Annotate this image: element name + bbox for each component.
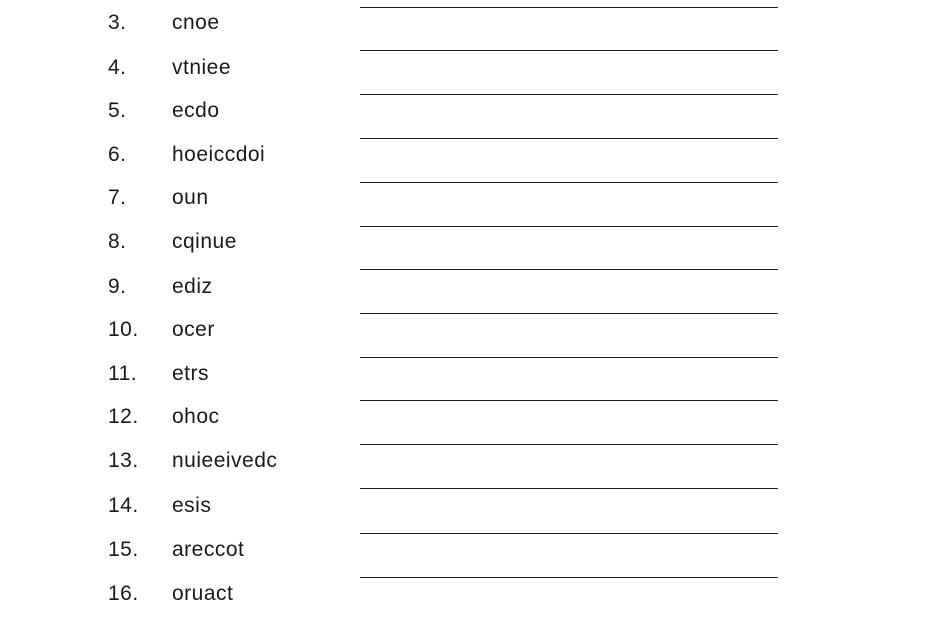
item-number: 8. <box>108 230 127 253</box>
answer-line[interactable] <box>360 269 778 270</box>
list-item <box>0 535 930 565</box>
list-item <box>0 272 930 302</box>
list-item <box>0 359 930 389</box>
scrambled-word: ocer <box>172 318 215 341</box>
item-number: 10. <box>108 318 139 341</box>
scrambled-word: oun <box>172 186 209 209</box>
answer-line[interactable] <box>360 400 778 401</box>
list-item <box>0 491 930 521</box>
answer-line[interactable] <box>360 533 778 534</box>
item-number: 11. <box>108 362 138 385</box>
answer-line[interactable] <box>360 50 778 51</box>
answer-line[interactable] <box>360 94 778 95</box>
item-number: 5. <box>108 99 127 122</box>
answer-line[interactable] <box>360 357 778 358</box>
list-item <box>0 8 930 38</box>
list-item <box>0 227 930 257</box>
item-number: 7. <box>108 186 127 209</box>
scrambled-word: ecdo <box>172 99 220 122</box>
scrambled-word: etrs <box>172 362 210 385</box>
answer-line[interactable] <box>360 138 778 139</box>
scrambled-word: hoeiccdoi <box>172 143 266 166</box>
list-item <box>0 183 930 213</box>
list-item <box>0 446 930 476</box>
scrambled-word: cqinue <box>172 230 237 253</box>
scrambled-word: vtniee <box>172 56 232 79</box>
list-item <box>0 53 930 83</box>
scrambled-word: oruact <box>172 582 234 605</box>
item-number: 9. <box>108 275 127 298</box>
answer-line[interactable] <box>360 313 778 314</box>
item-number: 13. <box>108 449 139 472</box>
scrambled-word: cnoe <box>172 11 220 34</box>
list-item <box>0 96 930 126</box>
item-number: 15. <box>108 538 139 561</box>
scrambled-word: esis <box>172 494 212 517</box>
list-item <box>0 402 930 432</box>
scrambled-word: nuieeivedc <box>172 449 278 472</box>
list-item <box>0 579 930 609</box>
item-number: 14. <box>108 494 139 517</box>
scrambled-word: areccot <box>172 538 245 561</box>
list-item <box>0 140 930 170</box>
answer-line[interactable] <box>360 444 778 445</box>
scrambled-word: ohoc <box>172 405 220 428</box>
list-item <box>0 315 930 345</box>
answer-line[interactable] <box>360 577 778 578</box>
item-number: 12. <box>108 405 139 428</box>
answer-line[interactable] <box>360 488 778 489</box>
item-number: 6. <box>108 143 127 166</box>
item-number: 4. <box>108 56 127 79</box>
scrambled-word: ediz <box>172 275 213 298</box>
item-number: 16. <box>108 582 139 605</box>
item-number: 3. <box>108 11 127 34</box>
